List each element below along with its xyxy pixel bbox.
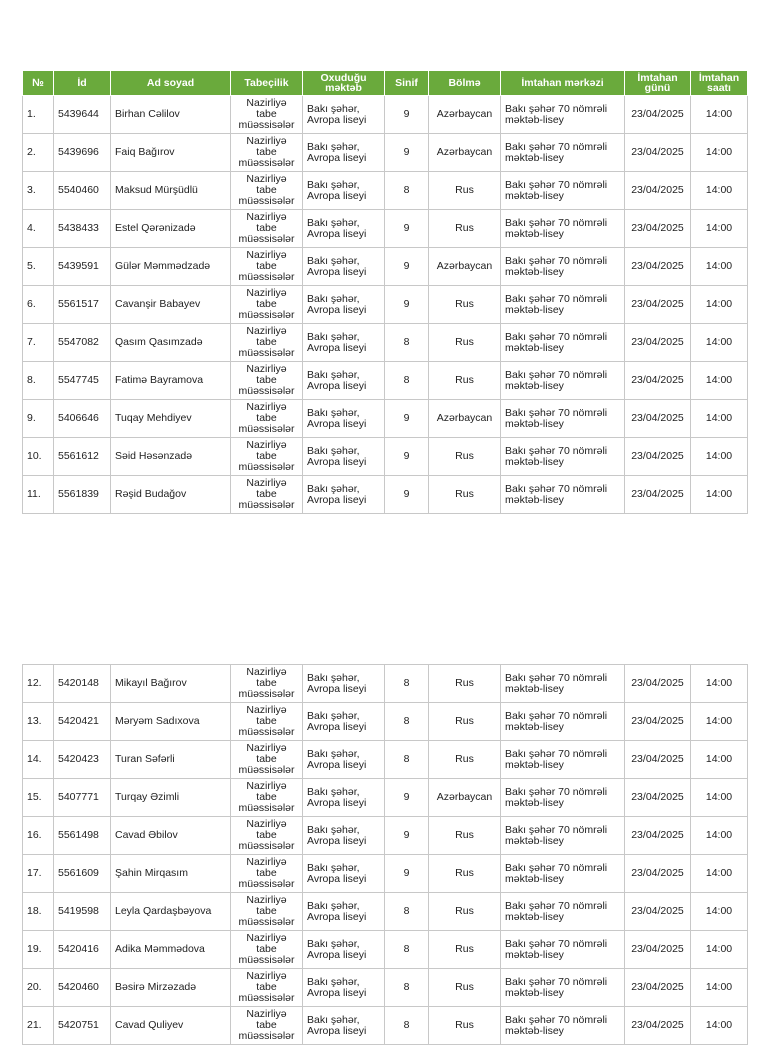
- cell-subordination: Nazirliyə tabe müəssisələr: [231, 1007, 303, 1045]
- cell-center: Bakı şəhər 70 nömrəli məktəb-lisey: [501, 438, 625, 476]
- cell-name: Rəşid Budağov: [111, 476, 231, 514]
- cell-school: Bakı şəhər, Avropa liseyi: [303, 400, 385, 438]
- cell-grade: 8: [385, 324, 429, 362]
- cell-school: Bakı şəhər, Avropa liseyi: [303, 476, 385, 514]
- cell-section: Azərbaycan: [429, 779, 501, 817]
- cell-id: 5561517: [54, 286, 111, 324]
- cell-name: Birhan Cəlilov: [111, 96, 231, 134]
- cell-subordination: Nazirliyə tabe müəssisələr: [231, 210, 303, 248]
- cell-section: Rus: [429, 438, 501, 476]
- cell-name: Fatimə Bayramova: [111, 362, 231, 400]
- cell-name: Səid Həsənzadə: [111, 438, 231, 476]
- cell-no: 17.: [23, 855, 54, 893]
- cell-school: Bakı şəhər, Avropa liseyi: [303, 931, 385, 969]
- cell-center: Bakı şəhər 70 nömrəli məktəb-lisey: [501, 931, 625, 969]
- cell-section: Azərbaycan: [429, 400, 501, 438]
- table-row: [23, 931, 748, 969]
- cell-subordination: Nazirliyə tabe müəssisələr: [231, 286, 303, 324]
- table-row: [23, 855, 748, 893]
- cell-section: Rus: [429, 476, 501, 514]
- cell-time: 14:00: [691, 931, 748, 969]
- exam-schedule-table: [22, 70, 748, 514]
- header-no: №: [23, 71, 54, 96]
- cell-id: 5561612: [54, 438, 111, 476]
- table-row: [23, 286, 748, 324]
- cell-school: Bakı şəhər, Avropa liseyi: [303, 286, 385, 324]
- cell-time: 14:00: [691, 1007, 748, 1045]
- table-header: [23, 71, 748, 96]
- cell-grade: 8: [385, 969, 429, 1007]
- table-row: [23, 741, 748, 779]
- cell-time: 14:00: [691, 476, 748, 514]
- cell-id: 5420423: [54, 741, 111, 779]
- cell-day: 23/04/2025: [625, 134, 691, 172]
- cell-subordination: Nazirliyə tabe müəssisələr: [231, 893, 303, 931]
- cell-no: 14.: [23, 741, 54, 779]
- header-time: İmtahan saatı: [691, 71, 748, 96]
- table-row: [23, 362, 748, 400]
- table-body: [23, 96, 748, 514]
- cell-name: Leyla Qardaşbəyova: [111, 893, 231, 931]
- cell-id: 5438433: [54, 210, 111, 248]
- cell-day: 23/04/2025: [625, 324, 691, 362]
- cell-grade: 9: [385, 476, 429, 514]
- cell-name: Turan Səfərli: [111, 741, 231, 779]
- cell-day: 23/04/2025: [625, 817, 691, 855]
- cell-grade: 8: [385, 665, 429, 703]
- cell-no: 20.: [23, 969, 54, 1007]
- cell-center: Bakı şəhər 70 nömrəli məktəb-lisey: [501, 172, 625, 210]
- cell-no: 12.: [23, 665, 54, 703]
- cell-school: Bakı şəhər, Avropa liseyi: [303, 1007, 385, 1045]
- cell-name: Cavad Quliyev: [111, 1007, 231, 1045]
- cell-id: 5407771: [54, 779, 111, 817]
- cell-day: 23/04/2025: [625, 855, 691, 893]
- cell-day: 23/04/2025: [625, 741, 691, 779]
- cell-grade: 8: [385, 893, 429, 931]
- cell-center: Bakı şəhər 70 nömrəli məktəb-lisey: [501, 969, 625, 1007]
- cell-time: 14:00: [691, 779, 748, 817]
- cell-school: Bakı şəhər, Avropa liseyi: [303, 969, 385, 1007]
- cell-time: 14:00: [691, 817, 748, 855]
- cell-subordination: Nazirliyə tabe müəssisələr: [231, 665, 303, 703]
- cell-grade: 8: [385, 703, 429, 741]
- cell-name: Mikayıl Bağırov: [111, 665, 231, 703]
- cell-id: 5420460: [54, 969, 111, 1007]
- cell-section: Rus: [429, 286, 501, 324]
- table-row: [23, 893, 748, 931]
- cell-section: Rus: [429, 855, 501, 893]
- header-row: [23, 71, 748, 96]
- cell-id: 5561609: [54, 855, 111, 893]
- cell-name: Şahin Mirqasım: [111, 855, 231, 893]
- cell-name: Məryəm Sadıxova: [111, 703, 231, 741]
- cell-section: Azərbaycan: [429, 248, 501, 286]
- cell-time: 14:00: [691, 665, 748, 703]
- cell-school: Bakı şəhər, Avropa liseyi: [303, 741, 385, 779]
- cell-day: 23/04/2025: [625, 931, 691, 969]
- cell-subordination: Nazirliyə tabe müəssisələr: [231, 703, 303, 741]
- cell-time: 14:00: [691, 134, 748, 172]
- cell-subordination: Nazirliyə tabe müəssisələr: [231, 324, 303, 362]
- cell-name: Qasım Qasımzadə: [111, 324, 231, 362]
- cell-section: Rus: [429, 741, 501, 779]
- cell-no: 10.: [23, 438, 54, 476]
- cell-day: 23/04/2025: [625, 665, 691, 703]
- cell-grade: 9: [385, 96, 429, 134]
- cell-id: 5547082: [54, 324, 111, 362]
- cell-subordination: Nazirliyə tabe müəssisələr: [231, 362, 303, 400]
- cell-id: 5420751: [54, 1007, 111, 1045]
- cell-day: 23/04/2025: [625, 210, 691, 248]
- cell-center: Bakı şəhər 70 nömrəli məktəb-lisey: [501, 1007, 625, 1045]
- header-subordination: Tabeçilik: [231, 71, 303, 96]
- cell-name: Maksud Mürşüdlü: [111, 172, 231, 210]
- cell-center: Bakı şəhər 70 nömrəli məktəb-lisey: [501, 96, 625, 134]
- cell-school: Bakı şəhər, Avropa liseyi: [303, 779, 385, 817]
- cell-center: Bakı şəhər 70 nömrəli məktəb-lisey: [501, 741, 625, 779]
- cell-day: 23/04/2025: [625, 400, 691, 438]
- cell-no: 6.: [23, 286, 54, 324]
- cell-time: 14:00: [691, 438, 748, 476]
- cell-section: Rus: [429, 172, 501, 210]
- cell-no: 9.: [23, 400, 54, 438]
- cell-no: 16.: [23, 817, 54, 855]
- cell-subordination: Nazirliyə tabe müəssisələr: [231, 172, 303, 210]
- header-name: Ad soyad: [111, 71, 231, 96]
- cell-section: Rus: [429, 969, 501, 1007]
- cell-section: Azərbaycan: [429, 134, 501, 172]
- cell-day: 23/04/2025: [625, 286, 691, 324]
- cell-subordination: Nazirliyə tabe müəssisələr: [231, 931, 303, 969]
- cell-day: 23/04/2025: [625, 438, 691, 476]
- table-row: [23, 324, 748, 362]
- cell-id: 5439644: [54, 96, 111, 134]
- cell-name: Bəsirə Mirzəzadə: [111, 969, 231, 1007]
- cell-time: 14:00: [691, 324, 748, 362]
- cell-school: Bakı şəhər, Avropa liseyi: [303, 362, 385, 400]
- cell-school: Bakı şəhər, Avropa liseyi: [303, 210, 385, 248]
- cell-no: 3.: [23, 172, 54, 210]
- cell-time: 14:00: [691, 969, 748, 1007]
- cell-center: Bakı şəhər 70 nömrəli məktəb-lisey: [501, 210, 625, 248]
- cell-school: Bakı şəhər, Avropa liseyi: [303, 96, 385, 134]
- cell-section: Rus: [429, 931, 501, 969]
- cell-grade: 9: [385, 400, 429, 438]
- cell-school: Bakı şəhər, Avropa liseyi: [303, 817, 385, 855]
- cell-center: Bakı şəhər 70 nömrəli məktəb-lisey: [501, 779, 625, 817]
- table-row: [23, 248, 748, 286]
- cell-center: Bakı şəhər 70 nömrəli məktəb-lisey: [501, 665, 625, 703]
- cell-no: 7.: [23, 324, 54, 362]
- cell-school: Bakı şəhər, Avropa liseyi: [303, 893, 385, 931]
- cell-school: Bakı şəhər, Avropa liseyi: [303, 134, 385, 172]
- cell-subordination: Nazirliyə tabe müəssisələr: [231, 969, 303, 1007]
- cell-name: Turqay Əzimli: [111, 779, 231, 817]
- cell-time: 14:00: [691, 210, 748, 248]
- table-row: [23, 1007, 748, 1045]
- cell-day: 23/04/2025: [625, 893, 691, 931]
- cell-center: Bakı şəhər 70 nömrəli məktəb-lisey: [501, 703, 625, 741]
- cell-name: Gülər Məmmədzadə: [111, 248, 231, 286]
- cell-section: Rus: [429, 893, 501, 931]
- cell-center: Bakı şəhər 70 nömrəli məktəb-lisey: [501, 855, 625, 893]
- cell-time: 14:00: [691, 855, 748, 893]
- cell-id: 5420148: [54, 665, 111, 703]
- cell-subordination: Nazirliyə tabe müəssisələr: [231, 400, 303, 438]
- cell-time: 14:00: [691, 172, 748, 210]
- cell-section: Azərbaycan: [429, 96, 501, 134]
- table-row: [23, 476, 748, 514]
- header-day: İmtahan günü: [625, 71, 691, 96]
- cell-name: Cavanşir Babayev: [111, 286, 231, 324]
- cell-no: 21.: [23, 1007, 54, 1045]
- table-row: [23, 665, 748, 703]
- table-row: [23, 779, 748, 817]
- cell-school: Bakı şəhər, Avropa liseyi: [303, 855, 385, 893]
- cell-no: 19.: [23, 931, 54, 969]
- table-row: [23, 172, 748, 210]
- cell-name: Faiq Bağırov: [111, 134, 231, 172]
- cell-center: Bakı şəhər 70 nömrəli məktəb-lisey: [501, 476, 625, 514]
- cell-id: 5547745: [54, 362, 111, 400]
- cell-no: 1.: [23, 96, 54, 134]
- cell-school: Bakı şəhər, Avropa liseyi: [303, 665, 385, 703]
- cell-id: 5561839: [54, 476, 111, 514]
- cell-time: 14:00: [691, 893, 748, 931]
- table-body: [23, 665, 748, 1045]
- cell-grade: 9: [385, 438, 429, 476]
- cell-day: 23/04/2025: [625, 96, 691, 134]
- cell-day: 23/04/2025: [625, 779, 691, 817]
- cell-id: 5439696: [54, 134, 111, 172]
- cell-subordination: Nazirliyə tabe müəssisələr: [231, 855, 303, 893]
- cell-school: Bakı şəhər, Avropa liseyi: [303, 324, 385, 362]
- cell-grade: 9: [385, 817, 429, 855]
- table-row: [23, 96, 748, 134]
- cell-day: 23/04/2025: [625, 248, 691, 286]
- cell-grade: 8: [385, 931, 429, 969]
- cell-no: 8.: [23, 362, 54, 400]
- cell-center: Bakı şəhər 70 nömrəli məktəb-lisey: [501, 286, 625, 324]
- cell-name: Tuqay Mehdiyev: [111, 400, 231, 438]
- cell-school: Bakı şəhər, Avropa liseyi: [303, 703, 385, 741]
- header-id: İd: [54, 71, 111, 96]
- cell-name: Cavad Əbilov: [111, 817, 231, 855]
- header-grade: Sinif: [385, 71, 429, 96]
- cell-time: 14:00: [691, 703, 748, 741]
- cell-grade: 9: [385, 248, 429, 286]
- table-row: [23, 400, 748, 438]
- cell-id: 5420416: [54, 931, 111, 969]
- cell-no: 13.: [23, 703, 54, 741]
- cell-day: 23/04/2025: [625, 703, 691, 741]
- cell-school: Bakı şəhər, Avropa liseyi: [303, 438, 385, 476]
- cell-section: Rus: [429, 703, 501, 741]
- cell-grade: 9: [385, 779, 429, 817]
- cell-id: 5406646: [54, 400, 111, 438]
- cell-grade: 9: [385, 134, 429, 172]
- cell-no: 18.: [23, 893, 54, 931]
- header-school: Oxuduğu məktəb: [303, 71, 385, 96]
- cell-day: 23/04/2025: [625, 172, 691, 210]
- exam-schedule-table-continued: [22, 664, 748, 1045]
- cell-subordination: Nazirliyə tabe müəssisələr: [231, 741, 303, 779]
- cell-subordination: Nazirliyə tabe müəssisələr: [231, 248, 303, 286]
- cell-day: 23/04/2025: [625, 476, 691, 514]
- cell-no: 15.: [23, 779, 54, 817]
- table-row: [23, 438, 748, 476]
- cell-section: Rus: [429, 665, 501, 703]
- table-row: [23, 817, 748, 855]
- cell-id: 5419598: [54, 893, 111, 931]
- header-section: Bölmə: [429, 71, 501, 96]
- cell-center: Bakı şəhər 70 nömrəli məktəb-lisey: [501, 400, 625, 438]
- cell-no: 11.: [23, 476, 54, 514]
- cell-day: 23/04/2025: [625, 1007, 691, 1045]
- cell-day: 23/04/2025: [625, 969, 691, 1007]
- cell-center: Bakı şəhər 70 nömrəli məktəb-lisey: [501, 362, 625, 400]
- cell-school: Bakı şəhər, Avropa liseyi: [303, 172, 385, 210]
- cell-grade: 8: [385, 1007, 429, 1045]
- cell-time: 14:00: [691, 248, 748, 286]
- cell-grade: 8: [385, 172, 429, 210]
- cell-id: 5561498: [54, 817, 111, 855]
- cell-school: Bakı şəhər, Avropa liseyi: [303, 248, 385, 286]
- cell-time: 14:00: [691, 96, 748, 134]
- cell-no: 4.: [23, 210, 54, 248]
- cell-grade: 9: [385, 286, 429, 324]
- cell-subordination: Nazirliyə tabe müəssisələr: [231, 476, 303, 514]
- cell-name: Estel Qərənizadə: [111, 210, 231, 248]
- cell-center: Bakı şəhər 70 nömrəli məktəb-lisey: [501, 248, 625, 286]
- cell-subordination: Nazirliyə tabe müəssisələr: [231, 817, 303, 855]
- cell-time: 14:00: [691, 362, 748, 400]
- cell-subordination: Nazirliyə tabe müəssisələr: [231, 96, 303, 134]
- table-row: [23, 969, 748, 1007]
- cell-id: 5420421: [54, 703, 111, 741]
- cell-section: Rus: [429, 324, 501, 362]
- cell-no: 5.: [23, 248, 54, 286]
- table-row: [23, 703, 748, 741]
- cell-grade: 9: [385, 855, 429, 893]
- cell-center: Bakı şəhər 70 nömrəli məktəb-lisey: [501, 134, 625, 172]
- cell-section: Rus: [429, 817, 501, 855]
- table-row: [23, 134, 748, 172]
- cell-time: 14:00: [691, 400, 748, 438]
- cell-subordination: Nazirliyə tabe müəssisələr: [231, 438, 303, 476]
- cell-no: 2.: [23, 134, 54, 172]
- cell-section: Rus: [429, 210, 501, 248]
- cell-id: 5439591: [54, 248, 111, 286]
- cell-day: 23/04/2025: [625, 362, 691, 400]
- cell-grade: 9: [385, 210, 429, 248]
- table-row: [23, 210, 748, 248]
- cell-center: Bakı şəhər 70 nömrəli məktəb-lisey: [501, 817, 625, 855]
- cell-grade: 8: [385, 741, 429, 779]
- cell-section: Rus: [429, 362, 501, 400]
- cell-name: Adika Məmmədova: [111, 931, 231, 969]
- cell-subordination: Nazirliyə tabe müəssisələr: [231, 134, 303, 172]
- cell-center: Bakı şəhər 70 nömrəli məktəb-lisey: [501, 324, 625, 362]
- cell-time: 14:00: [691, 741, 748, 779]
- cell-grade: 8: [385, 362, 429, 400]
- cell-id: 5540460: [54, 172, 111, 210]
- cell-subordination: Nazirliyə tabe müəssisələr: [231, 779, 303, 817]
- header-center: İmtahan mərkəzi: [501, 71, 625, 96]
- cell-time: 14:00: [691, 286, 748, 324]
- cell-center: Bakı şəhər 70 nömrəli məktəb-lisey: [501, 893, 625, 931]
- cell-section: Rus: [429, 1007, 501, 1045]
